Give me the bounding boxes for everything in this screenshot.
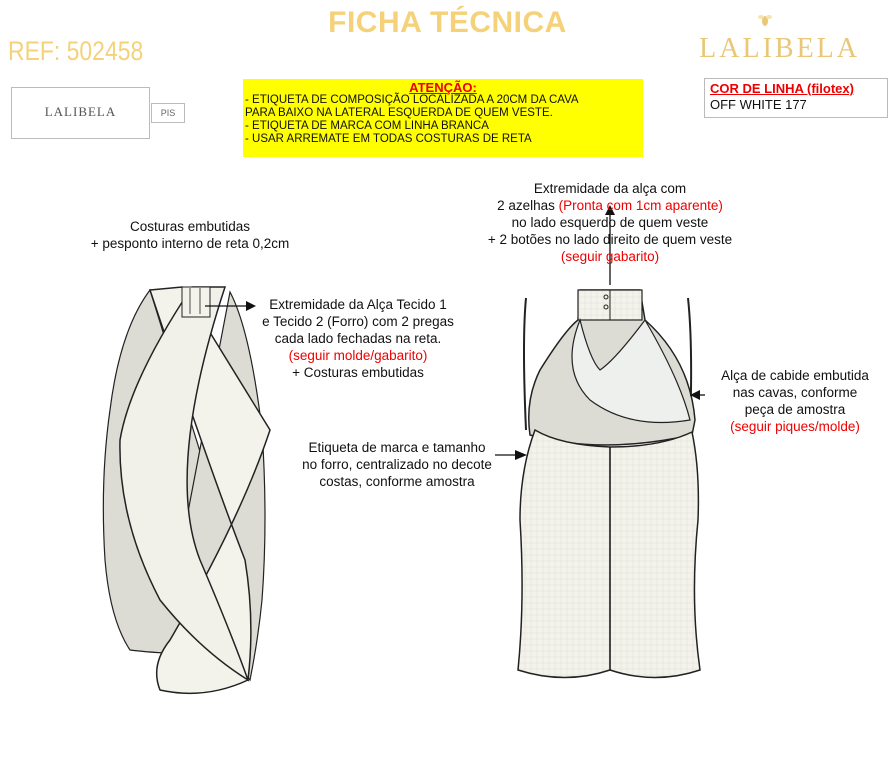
- note-line-highlight: (seguir molde/gabarito): [288, 348, 428, 363]
- note-line: e Tecido 2 (Forro) com 2 pregas: [262, 314, 454, 329]
- note-text: 2 azelhas: [497, 198, 559, 213]
- brand-logo: LALIBELA: [699, 33, 860, 64]
- label-logo-text: LALIBELA: [44, 104, 117, 119]
- note-line: + pesponto interno de reta 0,2cm: [90, 236, 290, 251]
- pis-tag: PIS: [151, 103, 185, 123]
- note-line: no lado esquerdo de quem veste: [511, 215, 709, 230]
- document-title: FICHA TÉCNICA: [328, 6, 567, 39]
- note-line: no forro, centralizado no decote: [302, 457, 492, 472]
- note-line: Etiqueta de marca e tamanho: [308, 440, 486, 455]
- attention-line: - ETIQUETA DE COMPOSIÇÃO LOCALIZADA A 20CM DA CAVA: [245, 94, 579, 106]
- note-line: Extremidade da alça com: [533, 181, 687, 196]
- attention-line: - ETIQUETA DE MARCA COM LINHA BRANCA: [245, 120, 489, 132]
- back-strap-note: [465, 180, 755, 265]
- attention-title: ATENÇÃO:: [409, 80, 477, 95]
- hanger-loop-note: [700, 367, 890, 435]
- attention-line: PARA BAIXO NA LATERAL ESQUERDA DE QUEM VESTE.: [245, 107, 553, 119]
- back-garment-drawing: [495, 205, 705, 678]
- note-line-highlight: (seguir piques/molde): [730, 419, 860, 434]
- note-line: Extremidade da Alça Tecido 1: [269, 297, 447, 312]
- note-line: peça de amostra: [744, 402, 846, 417]
- note-line: Alça de cabide embutida: [721, 368, 869, 383]
- thread-color-value: OFF WHITE 177: [710, 97, 807, 112]
- front-strap-note: [233, 296, 483, 381]
- note-line: nas cavas, conforme: [732, 385, 858, 400]
- note-line: + 2 botões no lado direito de quem veste: [487, 232, 733, 247]
- note-line: costas, conforme amostra: [319, 474, 475, 489]
- note-line: Costuras embutidas: [129, 219, 251, 234]
- note-line: [465, 197, 755, 214]
- note-line-highlight: (seguir gabarito): [560, 249, 660, 264]
- note-line: + Costuras embutidas: [292, 365, 424, 380]
- label-note: [282, 439, 512, 490]
- reference-code: REF: 502458: [8, 36, 144, 66]
- seams-note: [60, 218, 320, 252]
- thread-color-title: COR DE LINHA (filotex): [710, 81, 854, 96]
- note-text-highlight: (Pronta com 1cm aparente): [558, 198, 723, 213]
- attention-line: - USAR ARREMATE EM TODAS COSTURAS DE RETA: [245, 133, 532, 145]
- note-line: cada lado fechadas na reta.: [274, 331, 442, 346]
